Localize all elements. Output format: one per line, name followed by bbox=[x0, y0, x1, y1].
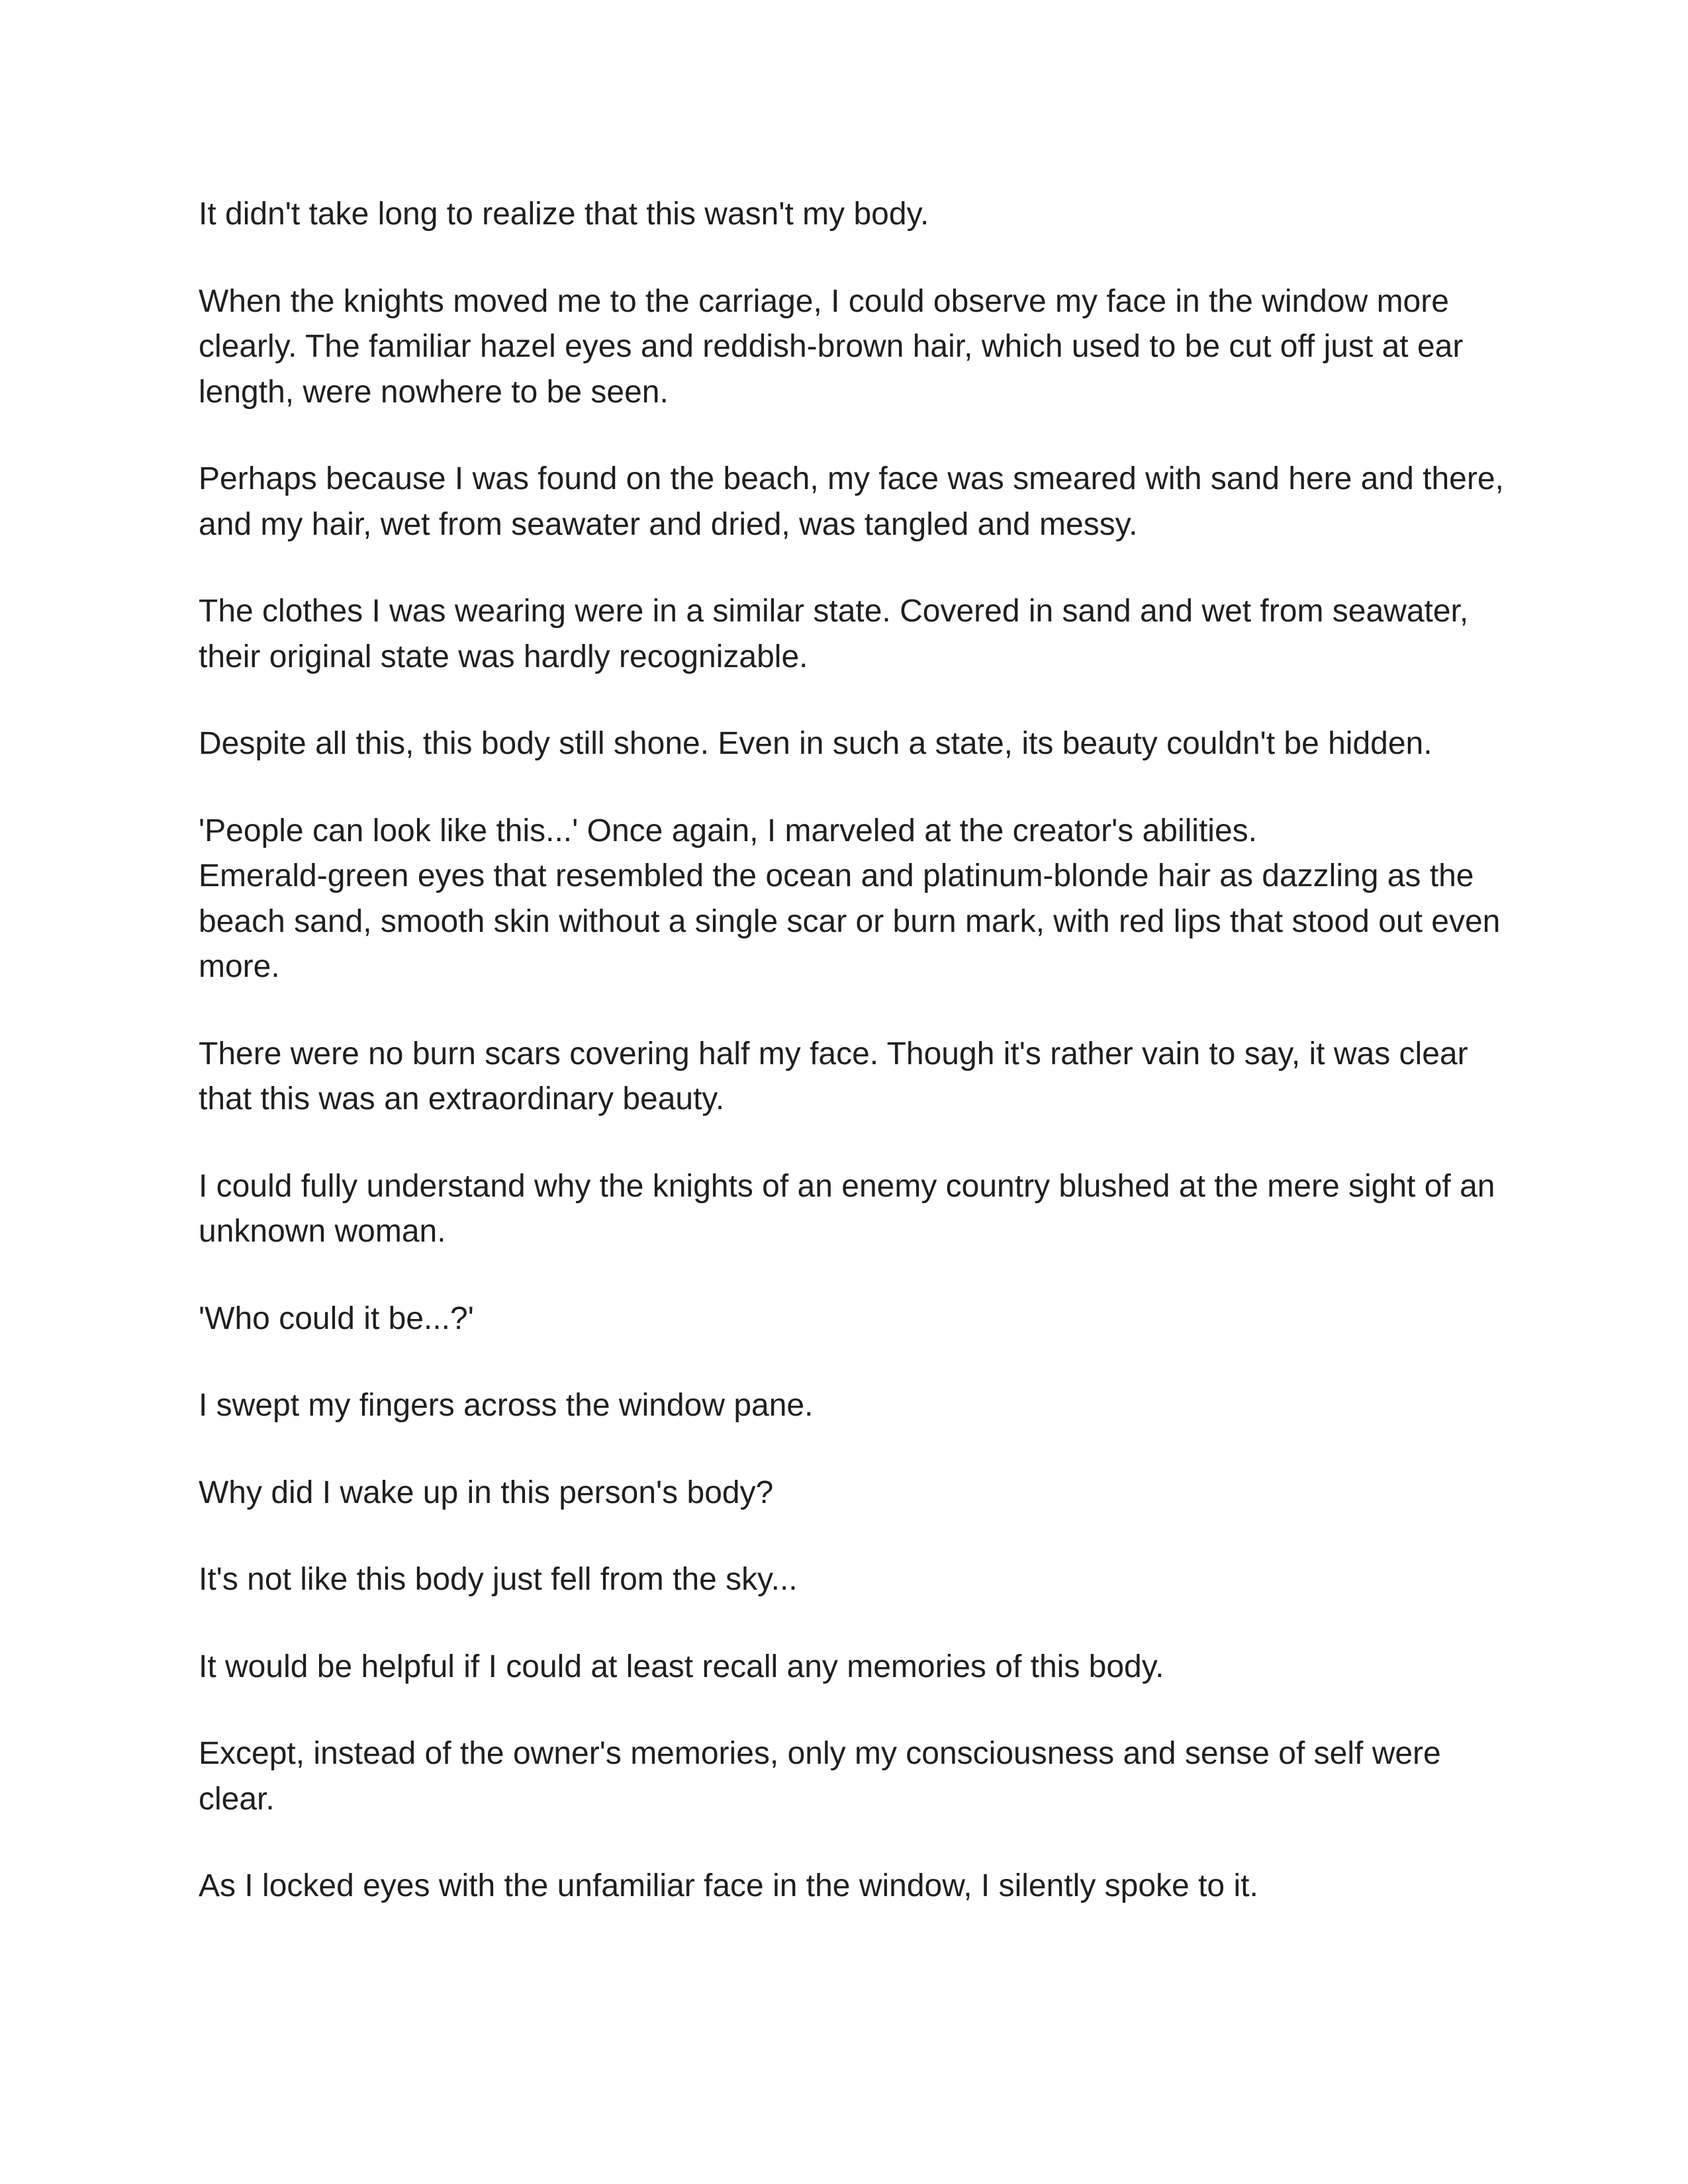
paragraph: 'People can look like this...' Once again, I marveled at the creator's abilities. Emerald-green eyes that resembled the ocean and platinum-blonde hair as dazzling as the beach sand, smooth skin without a single scar or burn mark, with red lips that stood out even more. bbox=[199, 813, 1501, 984]
paragraph: There were no burn scars covering half my face. Though it's rather vain to say, it was clear that this was an extraordinary beauty. bbox=[199, 1036, 1468, 1116]
paragraph: Despite all this, this body still shone. Even in such a state, its beauty couldn't be hidden. bbox=[199, 726, 1432, 761]
paragraph: Except, instead of the owner's memories, only my consciousness and sense of self were clear. bbox=[199, 1736, 1441, 1817]
paragraph: It would be helpful if I could at least recall any memories of this body. bbox=[199, 1649, 1164, 1684]
paragraph: As I locked eyes with the unfamiliar face in the window, I silently spoke to it. bbox=[199, 1868, 1258, 1903]
paragraph: Why did I wake up in this person's body? bbox=[199, 1475, 774, 1510]
paragraph: I swept my fingers across the window pane. bbox=[199, 1388, 814, 1423]
paragraph: I could fully understand why the knights of an enemy country blushed at the mere sight of an unknown woman. bbox=[199, 1168, 1495, 1249]
paragraph: Perhaps because I was found on the beach, my face was smeared with sand here and there, and my hair, wet from seawater and dried, was tangled and messy. bbox=[199, 461, 1504, 542]
document-body bbox=[199, 192, 1509, 1909]
paragraph: It's not like this body just fell from the sky... bbox=[199, 1562, 798, 1597]
paragraph: The clothes I was wearing were in a similar state. Covered in sand and wet from seawater, their original state was hardly recognizable. bbox=[199, 594, 1469, 674]
paragraph: 'Who could it be...?' bbox=[199, 1300, 474, 1336]
paragraph: When the knights moved me to the carriage, I could observe my face in the window more clearly. The familiar hazel eyes and reddish-brown hair, which used to be cut off just at ear length, were nowhere to be seen. bbox=[199, 283, 1464, 410]
paragraph: It didn't take long to realize that this wasn't my body. bbox=[199, 197, 929, 232]
